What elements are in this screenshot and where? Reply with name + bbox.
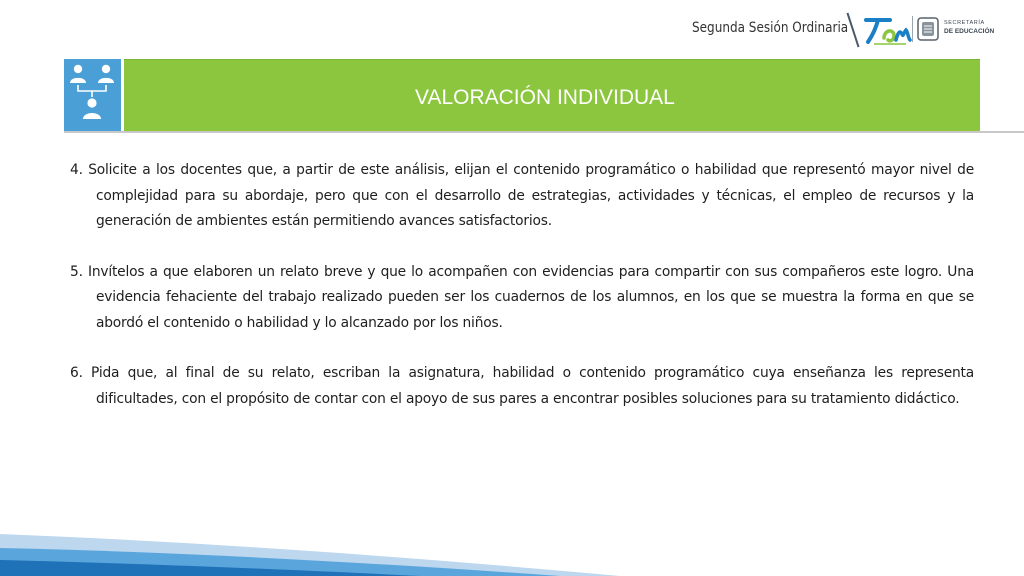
title-icon-box	[64, 59, 124, 131]
session-title: Segunda Sesión Ordinaria	[692, 20, 849, 36]
page-title: VALORACIÓN INDIVIDUAL	[415, 86, 675, 109]
secretaria-line1: SECRETARÍA	[944, 20, 985, 26]
tam-logo-icon	[860, 12, 916, 48]
secretaria-line2: DE EDUCACIÓN	[944, 27, 995, 35]
logo-separator	[912, 16, 913, 42]
header-divider	[846, 13, 859, 48]
state-seal-icon	[916, 16, 940, 42]
title-rule	[64, 131, 1024, 133]
bottom-decoration	[0, 520, 620, 576]
list-item: 5. Invítelos a que elaboren un relato breve y que lo acompañen con evidencias para compartir con sus compañeros este logro. Una evidencia fehaciente del trabajo realizado pueden ser los cuadernos de los alumnos, en los que se muestra la forma en que se abordó el contenido o habilidad y lo alcanzado por los niños.	[70, 263, 974, 331]
people-network-icon	[64, 59, 121, 131]
instructions-content	[70, 158, 974, 437]
list-item: 6. Pida que, al final de su relato, escriban la asignatura, habilidad o contenido programático cuya enseñanza les representa dificultades, con el propósito de contar con el apoyo de sus pares a encontrar posibles soluciones para su tratamiento didáctico.	[70, 365, 974, 407]
secretaria-logo-text	[944, 21, 994, 35]
list-item: 4. Solicite a los docentes que, a partir de este análisis, elijan el contenido programático o habilidad que representó mayor nivel de complejidad para su abordaje, pero que con el desarrollo de estrategias, actividades y técnicas, el empleo de recursos y la generación de ambientes están permitiendo avances satisfactorios.	[70, 162, 974, 229]
